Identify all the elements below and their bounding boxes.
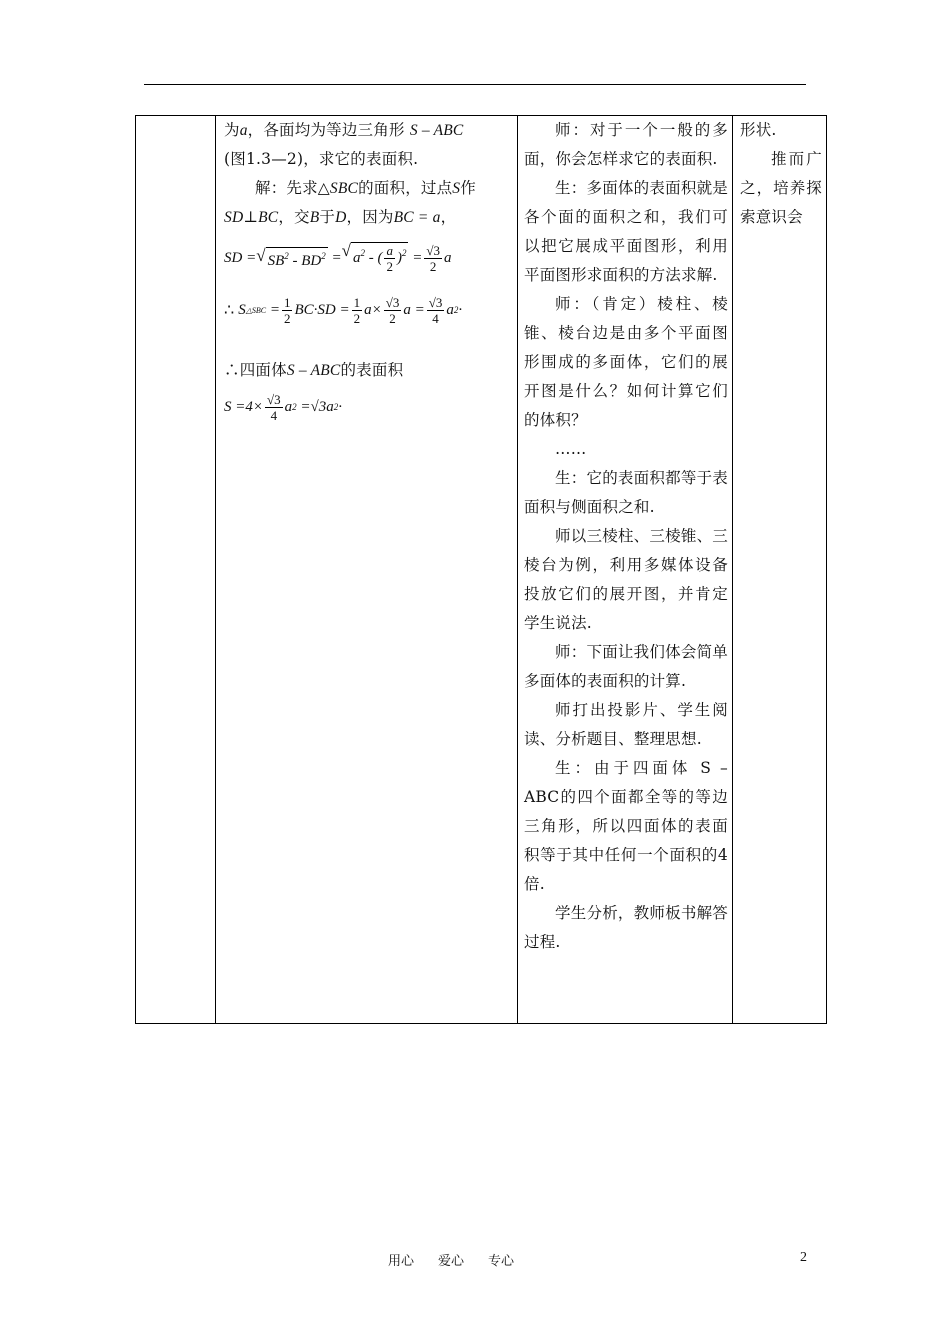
footer-item: 用心 bbox=[388, 1254, 415, 1269]
dialogue-paragraph: 师：下面让我们体会简单多面体的表面积的计算. bbox=[524, 643, 728, 690]
dialogue-paragraph: 师以三棱柱、三棱锥、三棱台为例，利用多媒体设备投放它们的展开图，并肯定学生说法. bbox=[524, 527, 728, 632]
dialogue-paragraph: 师：（肯定）棱柱、棱锥、棱台边是由多个平面图形围成的多面体，它们的展开图是什么？如何计算它们的体积？ bbox=[524, 295, 728, 429]
dialogue-paragraph: 学生分析，教师板书解答过程. bbox=[524, 904, 728, 951]
intent-column bbox=[740, 116, 822, 232]
dialogue-paragraph: 师打出投影片、学生阅读、分析题目、整理思想. bbox=[524, 701, 728, 748]
table-divider bbox=[732, 116, 733, 1023]
dialogue-column bbox=[524, 116, 728, 957]
dialogue-paragraph: 生：由于四面体 S – ABC的四个面都全等的等边三角形，所以四面体的表面积等于其中任何一个面积的4倍. bbox=[524, 759, 728, 893]
formula-sd: SD = √ $SB^2 - BD^2$ = √ $a^2$ - ( $\frac{a}{2}$ )$^2$ = $\frac{√3}{2}$ a bbox=[224, 241, 452, 274]
tetra-label: ∴四面体S – ABC的表面积 bbox=[224, 361, 404, 379]
table-divider bbox=[517, 116, 518, 1023]
header-rule bbox=[144, 84, 806, 85]
footer-item: 专心 bbox=[488, 1254, 515, 1269]
page-number: 2 bbox=[800, 1250, 807, 1265]
example-column bbox=[224, 116, 516, 429]
table-divider bbox=[215, 116, 216, 1023]
footer-item: 爱心 bbox=[438, 1254, 465, 1269]
dialogue-paragraph: 生：它的表面积都等于表面积与侧面积之和. bbox=[524, 469, 728, 516]
page-footer bbox=[0, 1250, 950, 1270]
dialogue-paragraph: …… bbox=[555, 440, 587, 458]
lesson-table bbox=[135, 115, 827, 1024]
intent-paragraph: 形状. bbox=[740, 121, 777, 139]
problem-text: 为a，各面均为等边三角形 S – ABC (图1.3—2)，求它的表面积. bbox=[224, 121, 464, 168]
formula-total-area: S =4× $\frac{√3}{4}$ a 2 =√3 a 2 · bbox=[224, 391, 342, 423]
dialogue-paragraph: 师：对于一个一般的多面，你会怎样求它的表面积. bbox=[524, 121, 728, 168]
intent-paragraph: 推而广之，培养探索意识会 bbox=[740, 150, 822, 226]
dialogue-paragraph: 生：多面体的表面积就是各个面的面积之和，我们可以把它展成平面图形，利用平面图形求面积的方法求解. bbox=[524, 179, 728, 284]
solution-text: 解：先求△SBC的面积，过点S作 SD⊥BC，交B于D，因为BC = a， bbox=[224, 179, 476, 226]
formula-area-sbc: ∴ S △SBC = $\frac{1}{2}$ BC·SD = $\frac{1}{2}$ a × $\frac{√3}{2}$ a = $\frac{√3}{4}$ a 2 · bbox=[224, 294, 463, 326]
footer-motto bbox=[388, 1250, 538, 1269]
